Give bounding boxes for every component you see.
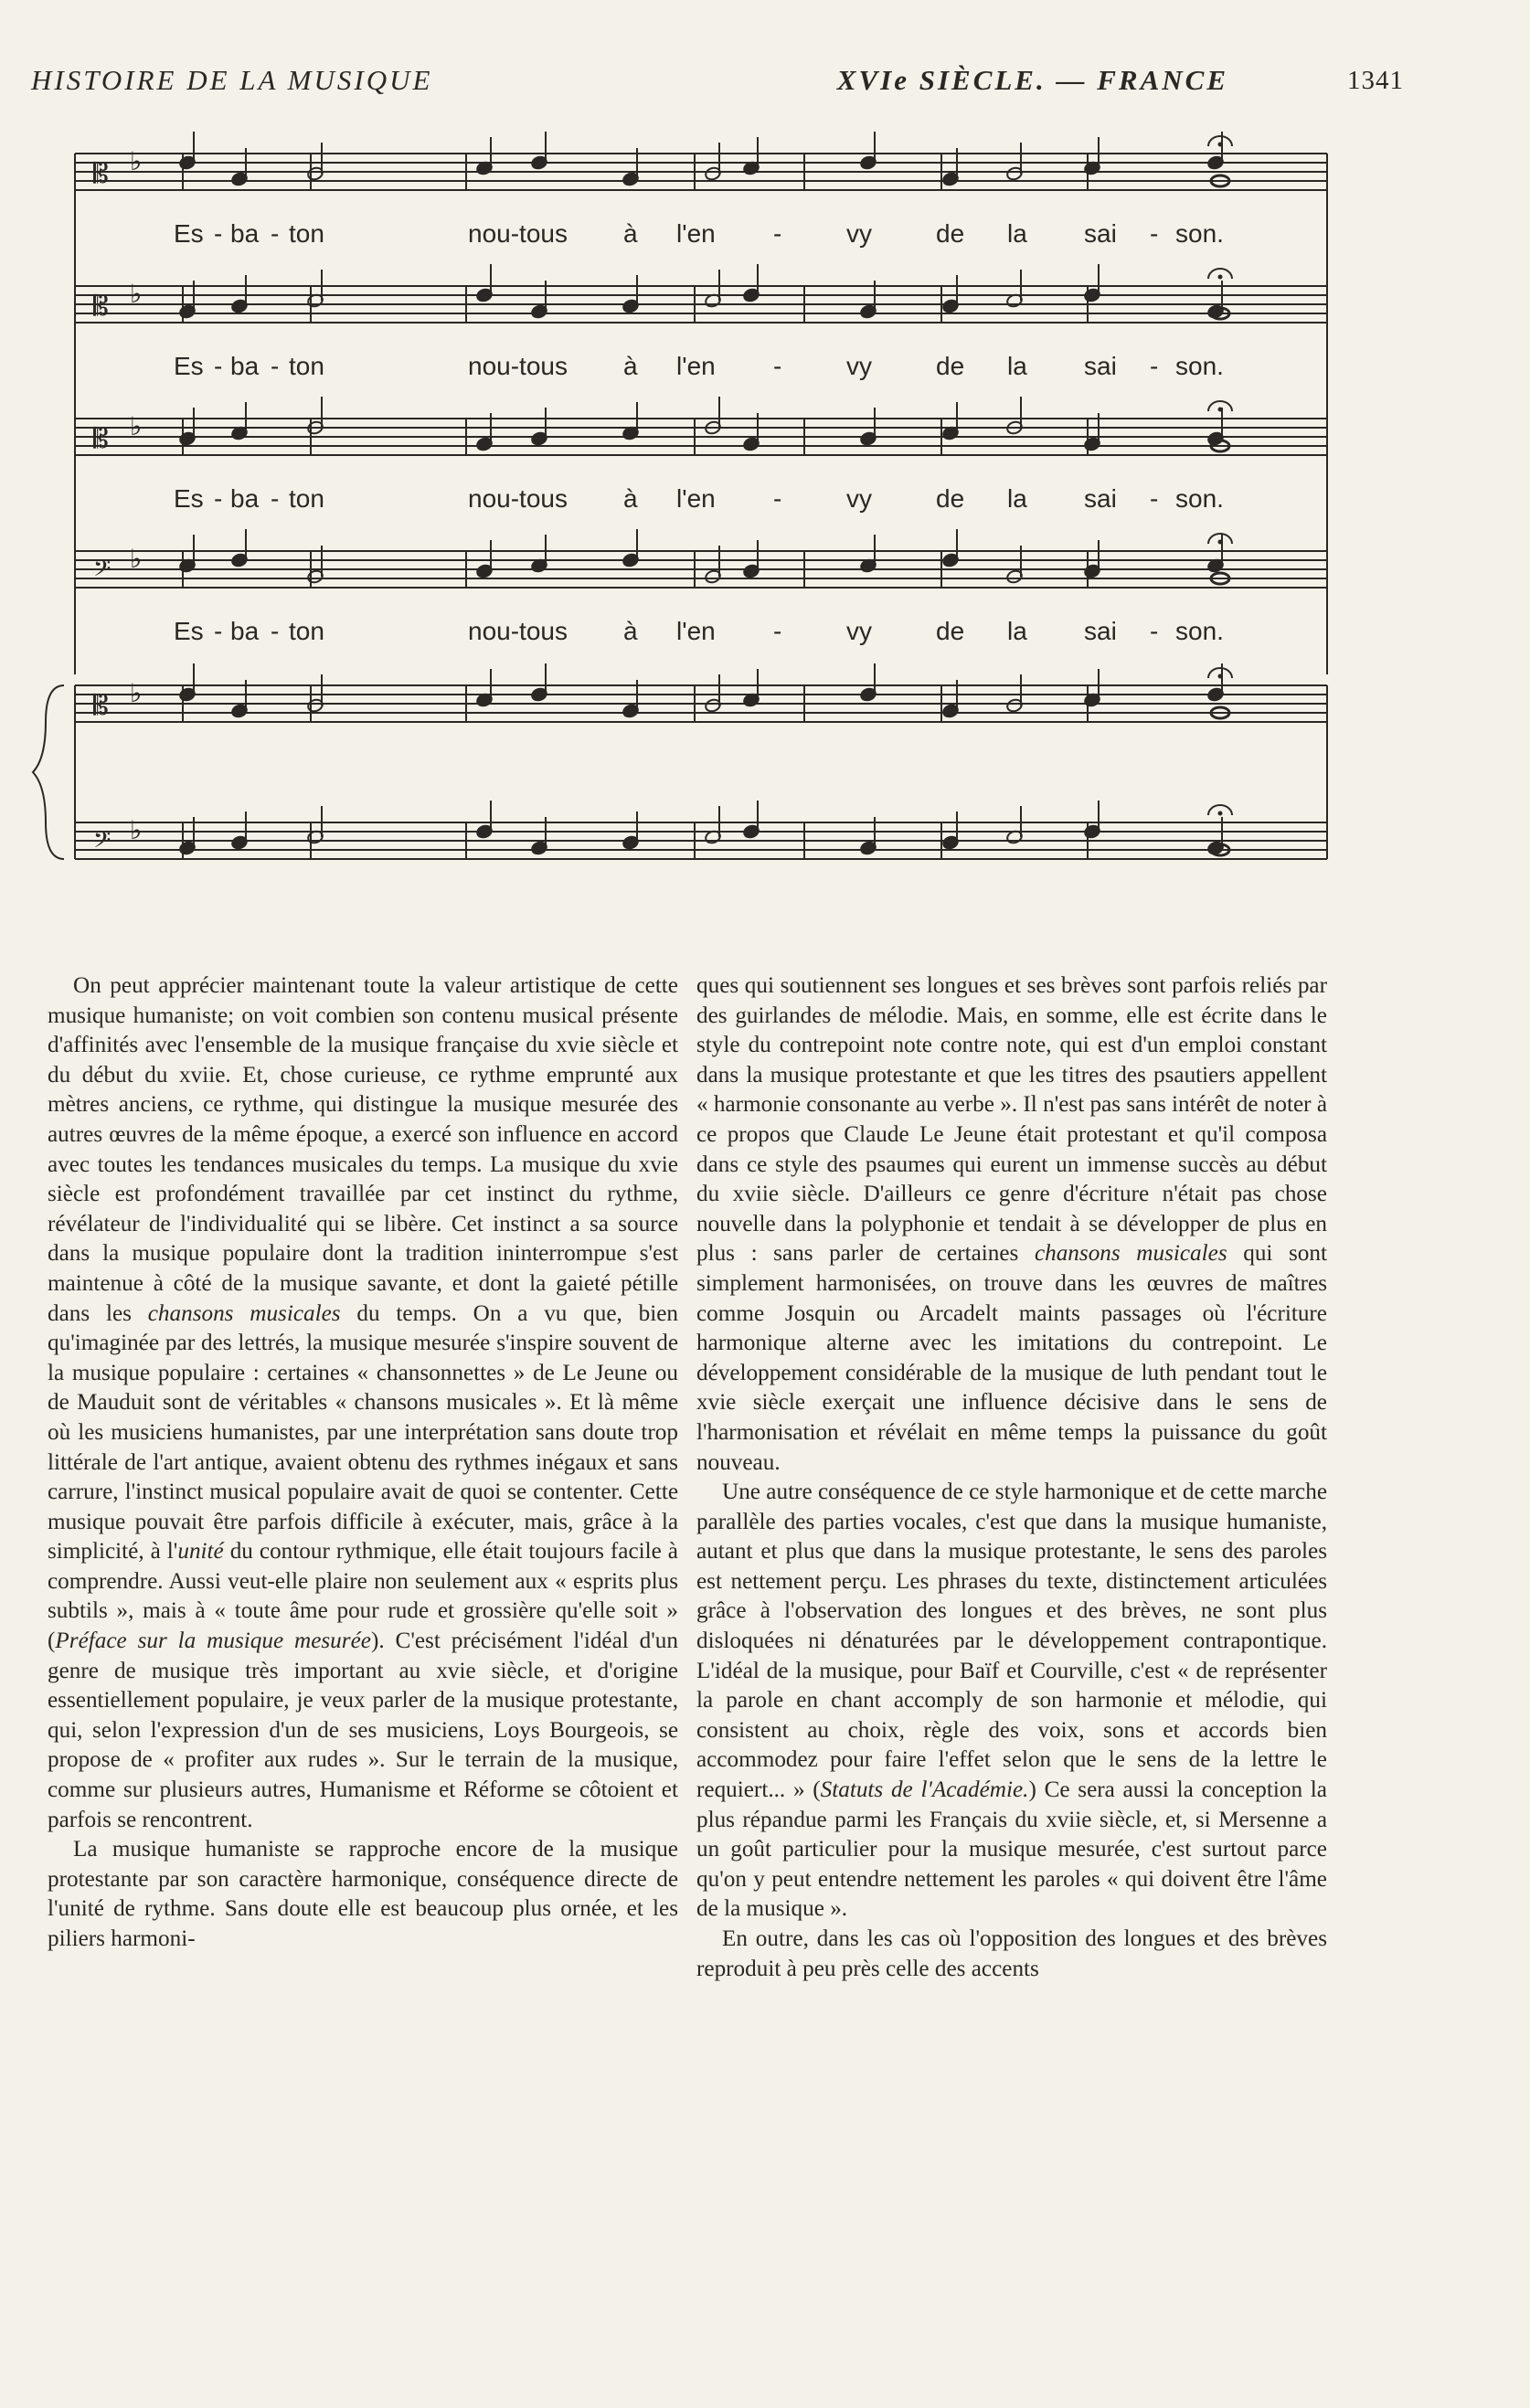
page-number: 1341 [1347, 66, 1404, 95]
running-head [31, 64, 1404, 104]
lyric-syllable: ton [289, 484, 324, 513]
lyric-syllable: la [1007, 219, 1027, 248]
lyric-syllable: vy [846, 219, 872, 248]
lyric-syllable: ba [230, 484, 260, 513]
lyric-syllable: vy [846, 617, 872, 645]
lyric-syllable: la [1007, 617, 1027, 645]
text-column-left [48, 971, 678, 2233]
lyric-syllable: son. [1175, 484, 1224, 513]
c-clef: 𝄡 [93, 424, 109, 454]
lyric-syllable: - [271, 219, 280, 248]
c-clef: 𝄡 [93, 159, 109, 189]
lyric-syllable: à [623, 219, 638, 248]
section-title: XVIe SIÈCLE. — FRANCE [836, 64, 1228, 96]
lyric-syllable: son. [1175, 219, 1224, 248]
lyric-syllable: Es [174, 484, 204, 513]
lyric-syllable: la [1007, 484, 1027, 513]
lyric-syllable: nou-tous [468, 617, 568, 645]
flat-sign: ♭ [130, 679, 143, 707]
lyric-syllable: à [623, 484, 638, 513]
lyric-syllable: - [1150, 352, 1159, 380]
lyric-syllable: - [214, 484, 223, 513]
lyric-syllable: - [214, 219, 223, 248]
lyric-syllable: ton [289, 617, 324, 645]
running-title: HISTOIRE DE LA MUSIQUE [31, 64, 433, 96]
lyric-syllable: - [271, 484, 280, 513]
paragraph: En outre, dans les cas où l'opposition des longues et des brèves reproduit à peu près celle des accents [696, 1926, 1327, 1981]
lyric-syllable: - [773, 617, 782, 645]
fermata-dot [1218, 540, 1222, 544]
fermata-dot [1218, 674, 1222, 678]
lyric-syllable: ton [289, 219, 324, 248]
lyric-syllable: - [773, 352, 782, 380]
music-score [0, 119, 1530, 886]
lyric-syllable: - [1150, 219, 1159, 248]
lyric-syllable: l'en [676, 352, 716, 380]
lyrics [174, 219, 1224, 645]
bass-clef: 𝄢 [93, 557, 112, 587]
lyric-syllable: nou-tous [468, 484, 568, 513]
text-column-right [696, 971, 1327, 2233]
lyric-syllable: de [936, 352, 965, 380]
flat-sign: ♭ [130, 280, 143, 308]
lyric-syllable: - [214, 352, 223, 380]
lyric-syllable: Es [174, 617, 204, 645]
lyric-syllable: vy [846, 484, 872, 513]
brace [33, 685, 64, 859]
lyric-syllable: la [1007, 352, 1027, 380]
fermata-dot [1218, 143, 1222, 146]
lyric-syllable: son. [1175, 352, 1224, 380]
lyric-syllable: de [936, 484, 965, 513]
lyric-syllable: à [623, 617, 638, 645]
lyric-syllable: - [271, 617, 280, 645]
lyric-syllable: - [1150, 617, 1159, 645]
lyric-syllable: nou-tous [468, 219, 568, 248]
paragraph: Une autre conséquence de ce style harmonique et de cette marche parallèle des parties vocales, c'est que dans la musique humaniste, autant et plus que dans la musique protestante, le sens des paroles est nettement perçu. Les phrases du texte, distinctement articulées grâce à l'observation des longues et des brèves, ne sont plus disloquées ni dénaturées par le développement contrapontique. L'idéal de la musique, pour Baïf et Courville, c'est « de représenter la parole en chant accomply de son harmonie et mélodie, qui consistent au choix, règle des voix, sons et accords bien accommodez pour faire l'effet selon que le sens de la lettre le requiert... » (Statuts de l'Académie.) Ce sera aussi la conception la plus répandue parmi les Français du xviie siècle, et, si Mersenne a un goût particulier pour la musique mesurée, c'est surtout parce qu'on y peut entendre nettement les paroles « qui doivent être l'âme de la musique ». [696, 1480, 1327, 1922]
lyric-syllable: de [936, 617, 965, 645]
lyric-syllable: nou-tous [468, 352, 568, 380]
lyric-syllable: - [773, 219, 782, 248]
paragraph: La musique humaniste se rapproche encore de la musique protestante par son caractère harmonique, conséquence directe de l'unité de rythme. Sans doute elle est beaucoup plus ornée, et les piliers harmoni- [48, 1837, 678, 1951]
fermata-dot [1218, 812, 1222, 815]
lyric-syllable: ba [230, 352, 260, 380]
lyric-syllable: l'en [676, 219, 716, 248]
fermata-dot [1218, 408, 1222, 411]
bass-clef: 𝄢 [93, 828, 112, 858]
lyric-syllable: l'en [676, 484, 716, 513]
lyric-syllable: sai [1084, 352, 1117, 380]
lyric-syllable: sai [1084, 219, 1117, 248]
lyric-syllable: sai [1084, 484, 1117, 513]
c-clef: 𝄡 [93, 691, 109, 721]
lyric-syllable: - [1150, 484, 1159, 513]
flat-sign: ♭ [130, 147, 143, 175]
flat-sign: ♭ [130, 412, 143, 440]
lyric-syllable: - [773, 484, 782, 513]
lyric-syllable: ton [289, 352, 324, 380]
lyric-syllable: sai [1084, 617, 1117, 645]
lyric-syllable: Es [174, 352, 204, 380]
fermata-dot [1218, 275, 1222, 279]
paragraph: ques qui soutiennent ses longues et ses brèves sont parfois reliés par des guirlandes de mélodie. Mais, en somme, elle est écrite dans le style du contrepoint note contre note, qui est d'un emploi constant dans la musique protestante et que les titres des psautiers appellent « harmonie consonante au verbe ». Il n'est pas sans intérêt de noter à ce propos que Claude Le Jeune était protestant et qu'il composa dans ce style des psaumes qui eurent un immense succès au début du xviie siècle. D'ailleurs ce genre d'écriture n'était pas chose nouvelle dans la polyphonie et tendait à se développer de plus en plus : sans parler de certaines chansons musicales qui sont simplement harmonisées, on trouve dans les œuvres de maîtres comme Josquin ou Arcadelt maints passages où l'écriture harmonique alterne avec les imitations du contrepoint. Le développement considérable de la musique de luth pendant tout le xvie siècle exerçait une influence décisive dans le sens de l'harmonisation et révélait en même temps la puissance du goût nouveau. [696, 973, 1327, 1475]
lyric-syllable: à [623, 352, 638, 380]
flat-sign: ♭ [130, 545, 143, 573]
lyric-syllable: son. [1175, 617, 1224, 645]
notes [93, 132, 1232, 858]
paragraph: On peut apprécier maintenant toute la valeur artistique de cette musique humaniste; on voit combien son contenu musical présente d'affinités avec l'ensemble de la musique française du xvie siècle et du début du xviie. Et, chose curieuse, ce rythme emprunté aux mètres anciens, ce rythme, qui distingue la musique mesurée des autres œuvres de la même époque, a exercé son influence en accord avec toutes les tendances musicales du temps. La musique du xvie siècle est profondément travaillée par cet instinct du rythme, révélateur de l'individualité qui se libère. Cet instinct a sa source dans la musique populaire dont la tradition ininterrompue s'est maintenue à côté de la musique savante, et dont la gaieté pétille dans les chansons musicales du temps. On a vu que, bien qu'imaginée par des lettrés, la musique mesurée s'inspire souvent de la musique populaire : certaines « chansonnettes » de Le Jeune ou de Mauduit sont de véritables « chansons musicales ». Et là même où les musiciens humanistes, par une interprétation sans doute trop littérale de l'art antique, avaient obtenu des rythmes inégaux et sans carrure, l'instinct musical populaire avait de quoi se contenter. Cette musique pouvait être parfois difficile à exécuter, mais, grâce à la simplicité, à l'unité du contour rythmique, elle était toujours facile à comprendre. Aussi veut-elle plaire non seulement aux « esprits plus subtils », mais à « toute âme pour rude et grossière qu'elle soit » (Préface sur la musique mesurée). C'est précisément l'idéal d'un genre de musique très important au xvie siècle, et d'origine essentiellement populaire, je veux parler de la musique protestante, qui, selon l'expression d'un de ses musiciens, Loys Bourgeois, se propose de « profiter aux rudes ». Sur le terrain de la musique, comme sur plusieurs autres, Humanisme et Réforme se côtoient et parfois se rencontrent. [48, 973, 678, 1832]
lyric-syllable: l'en [676, 617, 716, 645]
lyric-syllable: de [936, 219, 965, 248]
lyric-syllable: Es [174, 219, 204, 248]
lyric-syllable: ba [230, 617, 260, 645]
lyric-syllable: - [271, 352, 280, 380]
lyric-syllable: - [214, 617, 223, 645]
lyric-syllable: ba [230, 219, 260, 248]
flat-sign: ♭ [130, 816, 143, 844]
c-clef: 𝄡 [93, 292, 109, 322]
lyric-syllable: vy [846, 352, 872, 380]
